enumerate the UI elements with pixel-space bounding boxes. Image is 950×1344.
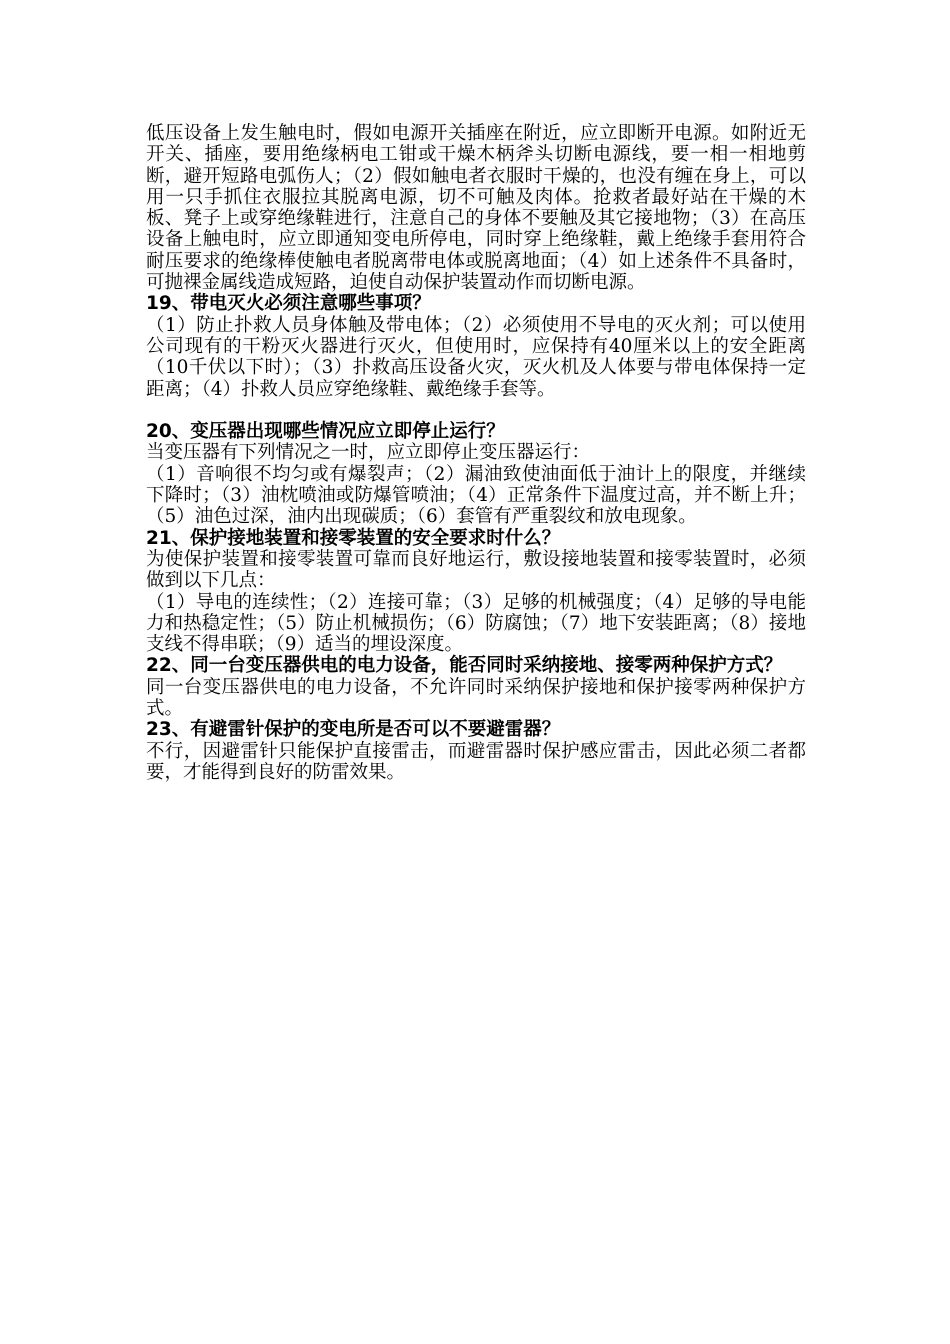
heading-q19: 19、带电灭火必须注意哪些事项？ [146,293,431,315]
paragraph-q20-intro: 当变压器有下列情况之一时，应立即停止变压器运行： [146,442,591,464]
heading-q21: 21、保护接地装置和接零装置的安全要求时什么？ [146,527,561,549]
heading-q20: 20、变压器出现哪些情况应立即停止运行？ [146,421,505,443]
heading-q23: 23、有避雷针保护的变电所是否可以不要避雷器？ [146,719,561,741]
heading-q22: 22、同一台变压器供电的电力设备，能否同时采纳接地、接零两种保护方式？ [146,655,783,677]
paragraph-q21-intro: 为使保护装置和接零装置可靠而良好地运行，敷设接地装置和接零装置时，必须做到以下几点： [146,548,806,592]
paragraph-q22-answer: 同一台变压器供电的电力设备，不允许同时采纳保护接地和保护接零两种保护方式。 [146,676,806,720]
document-page [146,123,806,783]
blank-line [146,400,806,421]
paragraph-q23-answer: 不行，因避雷针只能保护直接雷击，而避雷器时保护感应雷击，因此必须二者都要，才能得到良好的防雷效果。 [146,740,806,783]
paragraph-q20-list: （1）音响很不均匀或有爆裂声；（2）漏油致使油面低于油计上的限度，并继续下降时；（3）油枕喷油或防爆管喷油；（4）正常条件下温度过高，并不断上升；（5）油色过深，油内出现碳质；（6）套管有严重裂纹和放电现象。 [146,463,806,528]
paragraph-q19-answer: （1）防止扑救人员身体触及带电体；（2）必须使用不导电的灭火剂；可以使用公司现有的干粉灭火器进行灭火，但使用时，应保持有40厘米以上的安全距离（10千伏以下时）；（3）扑救高压设备火灾，灭火机及人体要与带电体保持一定距离；（4）扑救人员应穿绝缘鞋、戴绝缘手套等。 [146,314,806,400]
paragraph-continued: 低压设备上发生触电时，假如电源开关插座在附近，应立即断开电源。如附近无开关、插座，要用绝缘柄电工钳或干燥木柄斧头切断电源线，要一相一相地剪断，避开短路电弧伤人；（2）假如触电者衣服时干燥的，也没有缠在身上，可以用一只手抓住衣服拉其脱离电源，切不可触及肉体。抢救者最好站在干燥的木板、凳子上或穿绝缘鞋进行，注意自己的身体不要触及其它接地物；（3）在高压设备上触电时，应立即通知变电所停电，同时穿上绝缘鞋，戴上绝缘手套用符合耐压要求的绝缘棒使触电者脱离带电体或脱离地面；（4）如上述条件不具备时，可抛裸金属线造成短路，迫使自动保护装置动作而切断电源。 [146,123,806,294]
paragraph-q21-list: （1）导电的连续性；（2）连接可靠；（3）足够的机械强度；（4）足够的导电能力和热稳定性；（5）防止机械损伤；（6）防腐蚀；（7）地下安装距离；（8）接地支线不得串联；（9）适当的埋设深度。 [146,591,806,656]
